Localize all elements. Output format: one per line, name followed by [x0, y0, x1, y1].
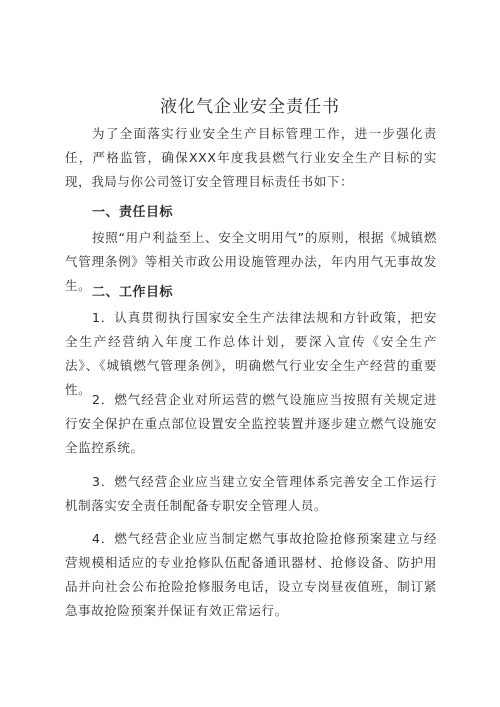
intro-paragraph: 为了全面落实行业安全生产目标管理工作，进一步强化责任，严格监管，确保XXX年度我县燃气行业安全生产目标的实现，我局与你公司签订安全管理目标责任书如下： [65, 126, 437, 189]
document-title: 液化气企业安全责任书 [160, 97, 340, 117]
work-goal-item-2: 2．燃气经营企业对所运营的燃气设施应当按照有关规定进行安全保护在重点部位设置安全监控装置并逐步建立燃气设施安全监控系统。 [65, 392, 437, 455]
work-goal-item-4: 4．燃气经营企业应当制定燃气事故抢险抢修预案建立与经营规模相适应的专业抢修队伍配备通讯器材、抢修设备、防护用品并向社会公布抢险抢修服务电话，设立专岗昼夜值班，制订紧急事故抢险预案并保证有效正常运行。 [65, 531, 437, 618]
responsibility-paragraph: 按照“用户利益至上、安全文明用气”的原则，根据《城镇燃气管理条例》等相关市政公用设施管理办法，年内用气无事故发生。 [65, 230, 437, 293]
section-heading-work-goals: 二、工作目标 [92, 285, 174, 300]
work-goal-item-3: 3．燃气经营企业应当建立安全管理体系完善安全工作运行机制落实安全责任制配备专职安全管理人员。 [65, 474, 437, 513]
section-heading-responsibility: 一、责任目标 [92, 205, 174, 220]
work-goal-item-1: 1．认真贯彻执行国家安全生产法律法规和方针政策，把安全生产经营纳入年度工作总体计划，要深入宣传《安全生产法》、《城镇燃气管理条例》，明确燃气行业安全生产经营的重要性。 [65, 310, 437, 397]
